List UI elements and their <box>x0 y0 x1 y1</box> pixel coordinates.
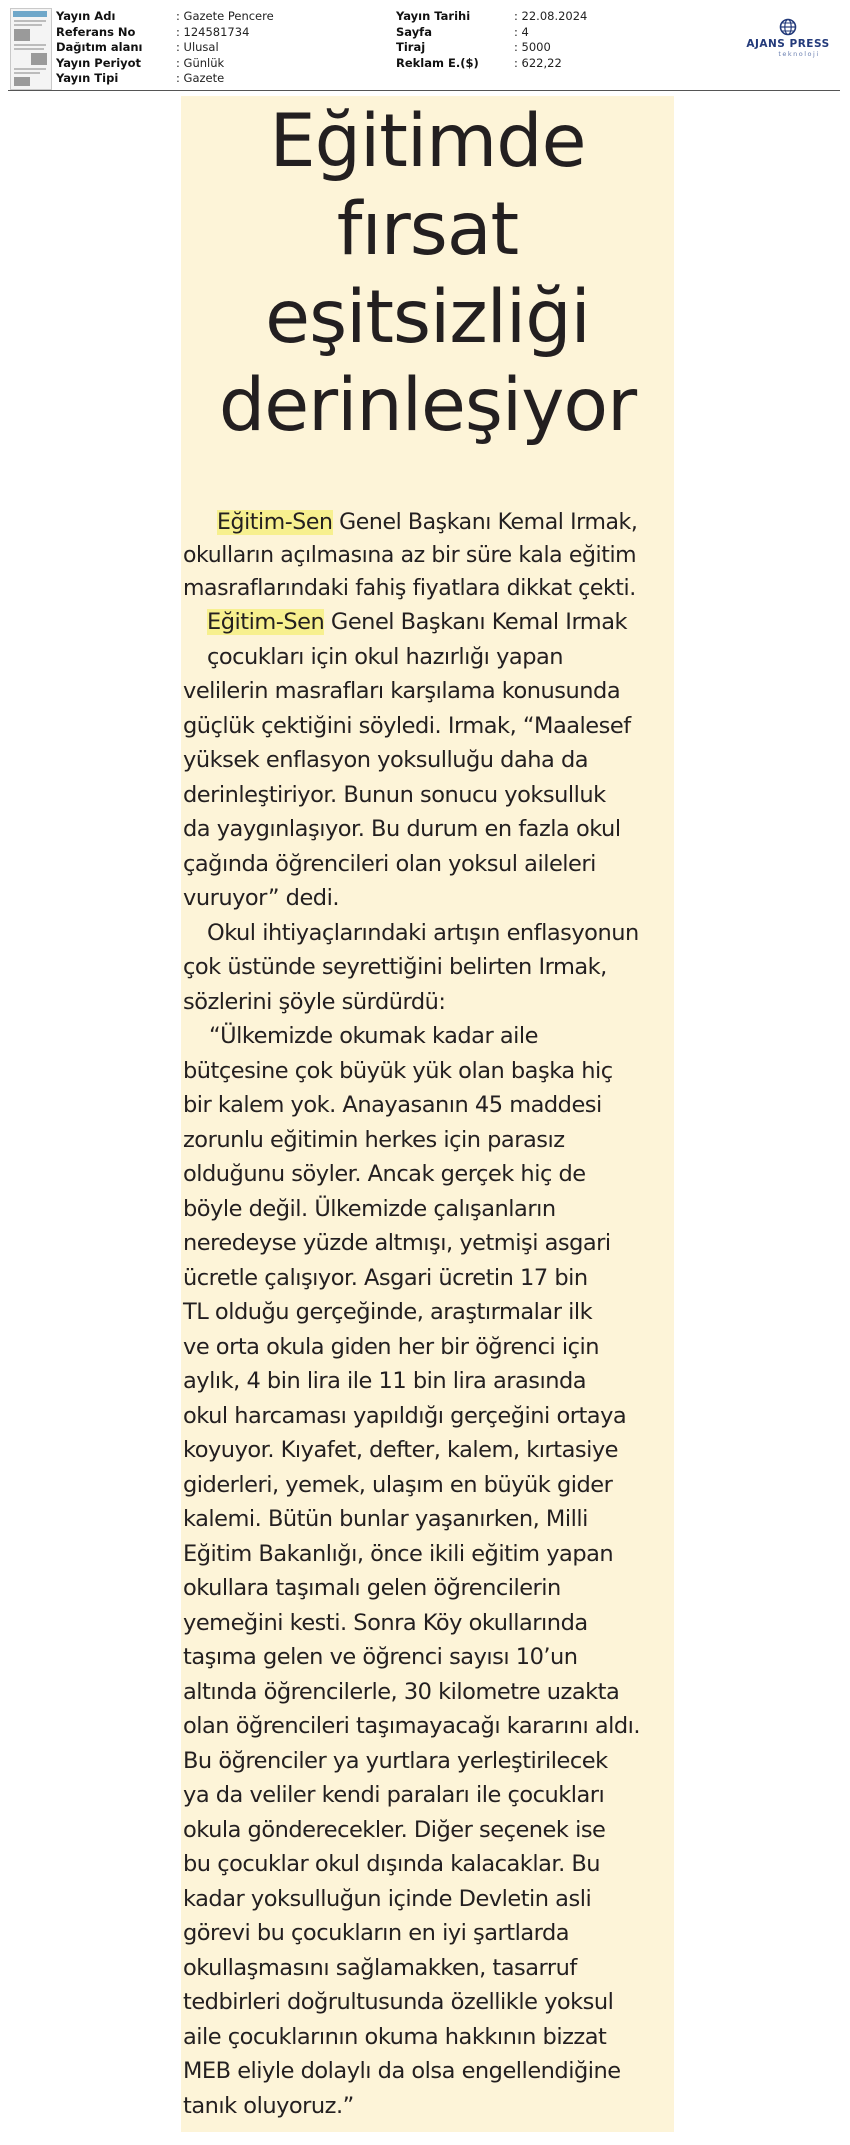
meta-row <box>56 71 274 87</box>
body-line: aylık, 4 bin lira ile 11 bin lira arasında <box>183 1368 587 1394</box>
body-line: giderleri, yemek, ulaşım en büyük gider <box>183 1471 613 1498</box>
body-line: bütçesine çok büyük yük olan başka hiç <box>183 1057 613 1084</box>
body-line: ücretle çalışıyor. Asgari ücretin 17 bin <box>183 1264 588 1291</box>
body-line: velilerin masrafları karşılama konusunda <box>183 678 621 704</box>
body-line: sözlerini şöyle sürdürdü: <box>183 988 446 1015</box>
article-headline <box>181 98 674 450</box>
header-divider <box>8 90 840 91</box>
meta-right-table <box>396 9 587 71</box>
meta-row <box>56 40 274 56</box>
body-line: Bu öğrenciler ya yurtlara yerleştirilecek <box>183 1747 608 1774</box>
body-line: “Ülkemizde okumak kadar aile <box>209 1023 538 1049</box>
meta-label: Reklam E.($) <box>396 55 479 70</box>
meta-row <box>56 56 274 72</box>
meta-row <box>396 9 587 25</box>
highlighted-keyword: Eğitim-Sen <box>207 609 325 635</box>
body-line: yüksek enflasyon yoksulluğu daha da <box>183 747 589 773</box>
body-line: Okul ihtiyaçlarındaki artışın enflasyonun <box>207 919 639 946</box>
headline-line: eşitsizliği <box>265 275 590 360</box>
body-line: altında öğrencilerle, 30 kilometre uzakta <box>183 1678 620 1705</box>
body-line: MEB eliyle dolaylı da olsa engellendiğine <box>183 2058 621 2084</box>
logo-name: AJANS PRESS <box>746 38 830 50</box>
meta-row <box>396 25 587 41</box>
body-line: yemeğini kesti. Sonra Köy okullarında <box>183 1609 588 1636</box>
article-lead <box>183 506 671 605</box>
globe-icon <box>779 18 797 36</box>
newspaper-clipping <box>181 96 674 2132</box>
body-line: neredeyse yüzde altmışı, yetmişi asgari <box>183 1230 611 1256</box>
meta-row <box>56 25 274 41</box>
body-line: çağında öğrencileri olan yoksul aileleri <box>183 850 596 877</box>
meta-label: Referans No <box>56 24 136 39</box>
meta-label: Yayın Tipi <box>56 71 119 86</box>
meta-value: : 4 <box>514 24 529 39</box>
meta-label: Yayın Tarihi <box>396 9 471 23</box>
meta-label: Dağıtım alanı <box>56 40 143 55</box>
meta-label: Sayfa <box>396 24 432 39</box>
meta-label: Yayın Adı <box>56 9 116 23</box>
headline-line: fırsat <box>336 187 519 272</box>
headline-line: Eğitimde <box>269 99 586 184</box>
body-line: çok üstünde seyrettiğini belirten Irmak, <box>183 954 607 980</box>
body-line: okullaşmasını sağlamakken, tasarruf <box>183 1954 577 1981</box>
body-line: okullara taşımalı gelen öğrencilerin <box>183 1575 561 1601</box>
page-thumbnail <box>10 8 52 90</box>
body-line: çocukları için okul hazırlığı yapan <box>207 643 564 670</box>
body-text: Genel Başkanı Kemal Irmak <box>324 609 628 635</box>
meta-value: : Günlük <box>176 55 225 70</box>
meta-value: : Gazete <box>176 71 225 86</box>
meta-value: : Gazete Pencere <box>176 9 274 23</box>
body-line: ya da veliler kendi paraları ile çocukları <box>183 1782 605 1808</box>
lead-line <box>183 506 671 539</box>
meta-value: : 622,22 <box>514 55 562 70</box>
body-line: Eğitim Bakanlığı, önce ikili eğitim yapan <box>183 1540 614 1567</box>
body-line: okul harcaması yapıldığı gerçeğini ortaya <box>183 1402 627 1429</box>
body-line: da yaygınlaşıyor. Bu durum en fazla okul <box>183 816 621 842</box>
body-line: bir kalem yok. Anayasanın 45 maddesi <box>183 1092 602 1118</box>
lead-line: masraflarındaki fahiş fiyatlara dikkat çekti. <box>183 576 636 601</box>
body-line: okula gönderecekler. Diğer seçenek ise <box>183 1816 606 1843</box>
body-line: tanık oluyoruz.” <box>183 2092 354 2119</box>
article-text <box>183 506 671 2123</box>
body-line: ve orta okula giden her bir öğrenci için <box>183 1333 599 1360</box>
meta-label: Yayın Periyot <box>56 55 142 70</box>
body-line: TL olduğu gerçeğinde, araştırmalar ilk <box>183 1299 593 1325</box>
body-line: tedbirleri doğrultusunda özellikle yoksul <box>183 1989 614 2015</box>
meta-value: : 22.08.2024 <box>514 9 588 23</box>
lead-line: okulların açılmasına az bir süre kala eğitim <box>183 543 637 568</box>
clipping-header <box>0 0 850 92</box>
ajans-press-logo <box>738 18 838 62</box>
meta-value: : 5000 <box>514 40 551 55</box>
logo-subtitle: teknoloji <box>778 50 820 58</box>
headline-line: derinleşiyor <box>218 363 637 448</box>
meta-row <box>56 9 274 25</box>
body-line: koyuyor. Kıyafet, defter, kalem, kırtasiye <box>183 1437 619 1463</box>
body-line: vuruyor” dedi. <box>183 885 339 911</box>
meta-value: : 124581734 <box>176 24 250 39</box>
body-line: bu çocuklar okul dışında kalacaklar. Bu <box>183 1851 601 1877</box>
body-line: derinleştiriyor. Bunun sonucu yoksulluk <box>183 781 606 808</box>
body-line: kadar yoksulluğun içinde Devletin asli <box>183 1885 592 1912</box>
body-line: aile çocuklarının okuma hakkının bizzat <box>183 2023 607 2050</box>
body-line: görevi bu çocukların en iyi şartlarda <box>183 1920 570 1946</box>
meta-value: : Ulusal <box>176 40 219 55</box>
body-line: kalemi. Bütün bunlar yaşanırken, Milli <box>183 1506 588 1532</box>
highlighted-keyword: Eğitim-Sen <box>217 510 333 535</box>
meta-row <box>396 56 587 72</box>
lead-text: Genel Başkanı Kemal Irmak, <box>332 510 638 535</box>
body-line <box>183 605 671 640</box>
body-line: böyle değil. Ülkemizde çalışanların <box>183 1195 556 1222</box>
body-line: zorunlu eğitimin herkes için parasız <box>183 1126 565 1153</box>
body-line: taşıma gelen ve öğrenci sayısı 10’un <box>183 1644 578 1670</box>
meta-row <box>396 40 587 56</box>
article-body <box>183 605 671 2123</box>
body-line: olduğunu söyler. Ancak gerçek hiç de <box>183 1161 586 1187</box>
meta-left-table <box>56 9 274 87</box>
body-line: olan öğrencileri taşımayacağı kararını aldı. <box>183 1713 641 1739</box>
meta-label: Tiraj <box>396 40 426 55</box>
body-line: güçlük çektiğini söyledi. Irmak, “Maalesef <box>183 712 631 739</box>
